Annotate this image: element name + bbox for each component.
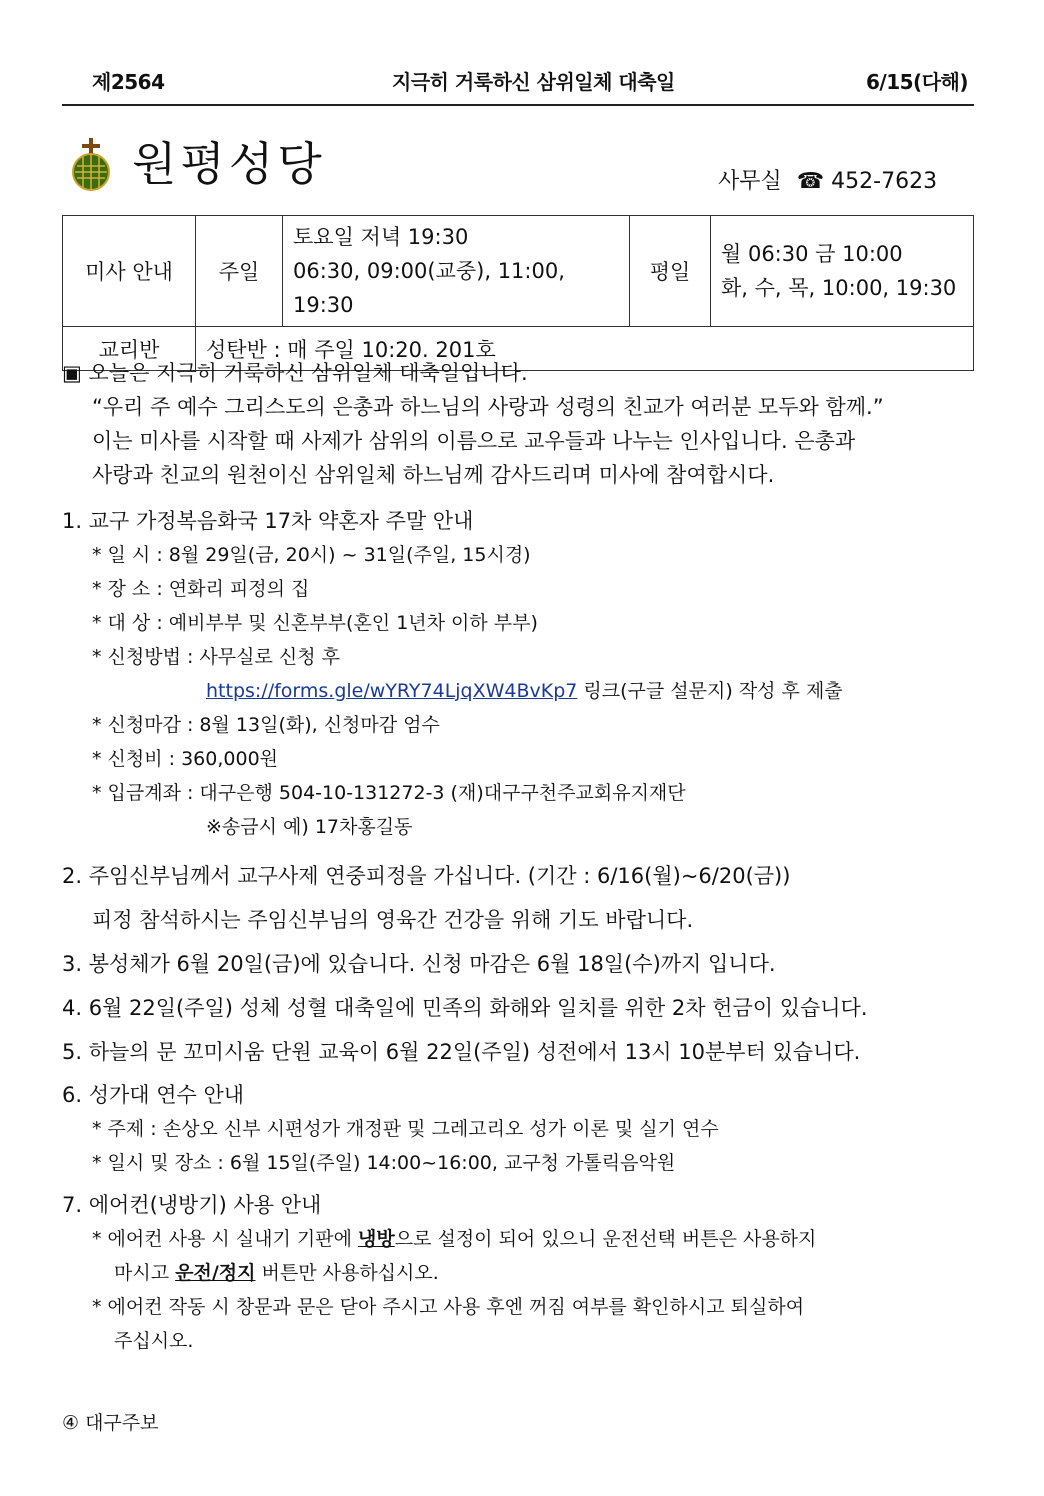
phone-icon: ☎ <box>796 169 825 194</box>
weekday-line-2: 화, 수, 목, 10:00, 19:30 <box>721 276 957 300</box>
notice-7-a-line2 <box>62 1256 974 1290</box>
notice-7-a2: 으로 설정이 되어 있으니 운전선택 버튼은 사용하지 <box>394 1228 817 1250</box>
notice-1-account: * 입금계좌 : 대구은행 504-10-131272-3 (재)대구구천주교회유지재단 <box>92 782 686 804</box>
office-label: 사무실 <box>718 169 782 194</box>
church-name: 원평성당 <box>132 137 326 191</box>
intro-line-3: 이는 미사를 시작할 때 사제가 삼위의 이름으로 교우들과 나누는 인사입니다. 은총과 <box>92 429 856 453</box>
notice-6-when: * 일시 및 장소 : 6월 15일(주일) 14:00~16:00, 교구청 가톨릭음악원 <box>92 1152 676 1174</box>
weekday-line-1: 월 06:30 금 10:00 <box>721 242 903 266</box>
sunday-times <box>283 216 630 327</box>
notice-1-method: * 신청방법 : 사무실로 신청 후 <box>92 646 340 668</box>
notice-7-b-line2: 주십시오. <box>114 1330 194 1352</box>
weekday-label: 평일 <box>630 216 711 327</box>
sunday-label: 주일 <box>196 216 283 327</box>
notice-7-a3: 마시고 <box>114 1262 176 1284</box>
notice-1-fee: * 신청비 : 360,000원 <box>92 748 279 770</box>
intro-line-1: 오늘은 지극히 거룩하신 삼위일체 대축일입니다. <box>88 361 528 385</box>
sunday-line-2: 06:30, 09:00(교중), 11:00, 19:30 <box>293 259 565 317</box>
catechism-label: 교리반 <box>63 327 196 371</box>
church-logo-icon <box>66 136 116 192</box>
notice-7-b-line1: * 에어컨 작동 시 창문과 문은 닫아 주시고 사용 후엔 꺼짐 여부를 확인하시고 퇴실하여 <box>92 1296 805 1318</box>
notice-1-place: * 장 소 : 연화리 피정의 집 <box>92 578 310 600</box>
issue-number: 제2564 <box>92 70 165 94</box>
notice-7-cooling: 냉방 <box>358 1228 395 1250</box>
notice-1-target: * 대 상 : 예비부부 및 신혼부부(혼인 1년차 이하 부부) <box>92 612 538 634</box>
header-rule <box>62 104 974 106</box>
notice-3: 3. 봉성체가 6월 20일(금)에 있습니다. 신청 마감은 6월 18일(수)까지 입니다. <box>62 952 776 976</box>
notice-6-topic: * 주제 : 손상오 신부 시편성가 개정판 및 그레고리오 성가 이론 및 실기 연수 <box>92 1118 719 1140</box>
notice-5: 5. 하늘의 문 꼬미시움 단원 교육이 6월 22일(주일) 성전에서 13시 10분부터 있습니다. <box>62 1040 861 1064</box>
intro-marker: ▣ <box>62 361 82 385</box>
notice-1 <box>62 504 974 844</box>
notice-1-time: * 일 시 : 8월 29일(금, 20시) ~ 31일(주일, 15시경) <box>92 544 531 566</box>
intro-section <box>62 356 974 492</box>
notice-1-deadline: * 신청마감 : 8월 13일(화), 신청마감 엄수 <box>92 714 440 736</box>
notice-1-link-line <box>62 674 974 708</box>
survey-link-after: 링크(구글 설문지) 작성 후 제출 <box>577 680 843 702</box>
issue-date: 6/15(다해) <box>866 70 968 94</box>
survey-link[interactable]: https://forms.gle/wYRY74LjqXW4BvKp7 <box>206 680 578 702</box>
weekday-times <box>711 216 974 327</box>
office-phone: 452-7623 <box>831 169 938 194</box>
notice-6 <box>62 1078 974 1180</box>
bulletin-body <box>62 356 974 1358</box>
notice-2-title: 2. 주임신부님께서 교구사제 연중피정을 가십니다. (기간 : 6/16(월)~6/20(금)) <box>62 864 791 888</box>
notice-7 <box>62 1188 974 1358</box>
notice-1-title: 1. 교구 가정복음화국 17차 약혼자 주말 안내 <box>62 509 474 533</box>
notice-7-a1: * 에어컨 사용 시 실내기 기판에 <box>92 1228 358 1250</box>
sunday-line-1: 토요일 저녁 19:30 <box>293 225 469 249</box>
footer-page: ④ 대구주보 <box>62 1412 159 1434</box>
notice-4: 4. 6월 22일(주일) 성체 성혈 대축일에 민족의 화해와 일치를 위한 2차 헌금이 있습니다. <box>62 996 868 1020</box>
mass-schedule-table <box>62 215 974 371</box>
notice-6-title: 6. 성가대 연수 안내 <box>62 1083 245 1107</box>
notice-7-onoff: 운전/정지 <box>175 1262 256 1284</box>
notice-7-a4: 버튼만 사용하십시오. <box>255 1262 439 1284</box>
intro-line-2: “우리 주 예수 그리스도의 은총과 하느님의 사랑과 성령의 친교가 여러분 모두와 함께.” <box>92 395 884 419</box>
notice-2-body: 피정 참석하시는 주임신부님의 영육간 건강을 위해 기도 바랍니다. <box>92 908 694 932</box>
notice-2 <box>62 854 974 942</box>
notice-7-a-line1 <box>62 1222 974 1256</box>
intro-line-4: 사랑과 친교의 원천이신 삼위일체 하느님께 감사드리며 미사에 참여합시다. <box>92 463 775 487</box>
office-contact <box>718 164 937 195</box>
mass-label: 미사 안내 <box>63 216 196 327</box>
feast-title: 지극히 거룩하신 삼위일체 대축일 <box>392 70 675 94</box>
catechism-text: 성탄반 : 매 주일 10:20. 201호 <box>196 327 974 371</box>
notice-1-note: ※송금시 예) 17차홍길동 <box>206 816 413 838</box>
notice-7-title: 7. 에어컨(냉방기) 사용 안내 <box>62 1193 322 1217</box>
